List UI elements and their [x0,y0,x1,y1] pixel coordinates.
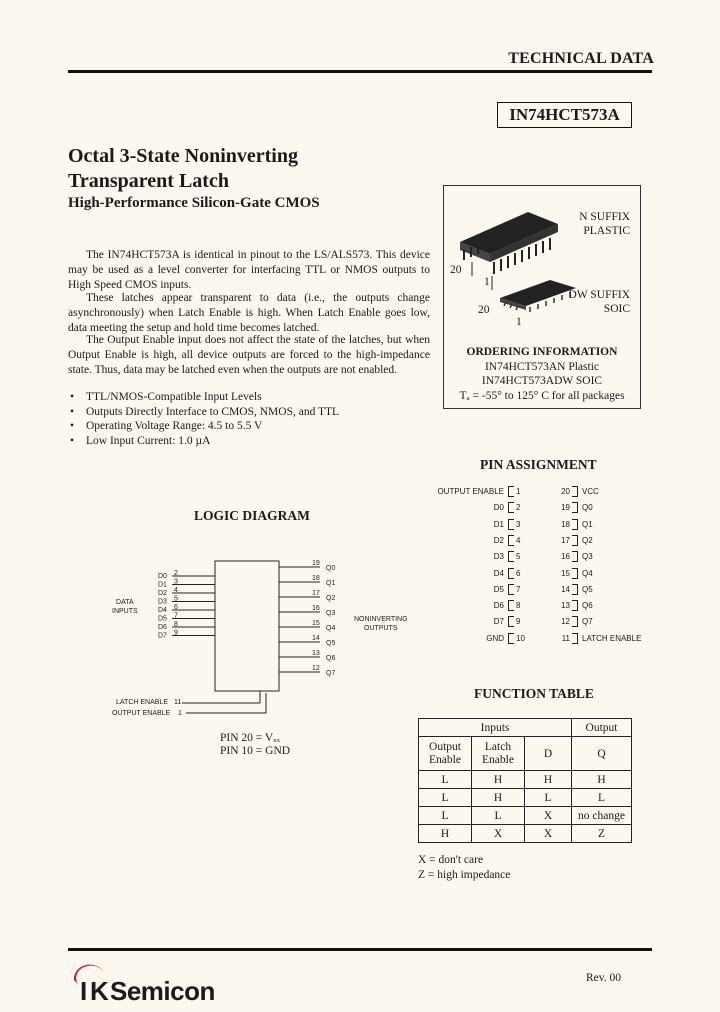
input-pin: 6 [174,604,178,611]
input-pin: 7 [174,612,178,620]
logo-text: Semicon [110,976,215,1006]
cell: L [572,789,632,807]
pin-left-number: 4 [516,535,521,545]
output-label: Q2 [326,595,336,602]
outputs-word: OUTPUTS [364,625,398,632]
pin-left-name: D0 [493,503,504,513]
output-pin: 16 [312,605,320,612]
output-label: Q0 [326,565,336,572]
header-rule [68,70,652,73]
table-row [419,789,632,807]
cell: H [419,825,472,843]
pin-left-number: 10 [516,633,525,643]
pin-right-number: 17 [561,535,570,545]
cell: L [419,807,472,825]
power-pins [220,732,290,758]
feature-item: • Operating Voltage Range: 4.5 to 5.5 V [70,419,339,434]
function-table [418,718,632,843]
ordering-line-1: IN74HCT573AN Plastic [484,360,600,373]
pin-right-name: Q0 [582,503,593,513]
pin-right-name: Q7 [582,617,593,627]
cell: H [572,771,632,789]
title-line2: Transparent Latch [68,170,229,192]
dw-suffix: DW SUFFIX [568,289,630,301]
input-label: D4 [158,607,167,614]
pin-right-lead [572,502,578,513]
pin-right-number: 15 [561,568,570,578]
table-notes [418,853,510,882]
pin-right-number: 12 [561,617,570,627]
output-header: Output [572,719,632,737]
pin-right-name: VCC [582,487,599,496]
pin-left-name: OUTPUT ENABLE [437,487,504,496]
ordering-info [444,345,640,403]
pin-left-lead [508,535,514,546]
input-label: D0 [158,573,167,580]
output-label: Q6 [326,655,336,662]
input-label: D2 [158,590,167,597]
outputs-label [354,615,408,633]
pin-left-name: D1 [493,519,504,529]
cell: H [472,771,525,789]
pin-right-number: 14 [561,584,570,594]
cell: H [525,771,572,789]
cell: L [472,807,525,825]
output-enable-label: OUTPUT ENABLE [112,710,171,717]
pin-left-name: D7 [493,617,504,627]
data-inputs-label [112,598,138,616]
note-high-z: Z = high impedance [418,868,511,881]
output-label: Q1 [326,580,336,587]
pin-left-lead [508,502,514,513]
input-pin: 3 [174,578,178,586]
logo-letter-i: I [80,976,87,1006]
pin-left-lead [508,600,514,611]
page-subtitle: High-Performance Silicon-Gate CMOS [68,195,320,211]
pin-left-name: D3 [493,552,504,562]
cell: X [525,825,572,843]
pin-right-number: 11 [561,633,570,643]
pin-left-name: D4 [493,568,504,578]
feature-item: • TTL/NMOS-Compatible Input Levels [70,390,339,405]
title-line1: Octal 3-State Noninverting [68,145,298,167]
input-label: D3 [158,598,167,606]
table-row [419,807,632,825]
pin-left-number: 9 [516,617,521,627]
noninverting-label: NONINVERTING [354,616,408,623]
pin-right-lead [572,600,578,611]
pin-right-lead [572,486,578,497]
pin-left-number: 8 [516,601,521,611]
input-pin: 4 [174,587,178,594]
cell: X [525,807,572,825]
pin-right-name: Q1 [582,519,593,529]
cell: X [472,825,525,843]
inputs-header: Inputs [419,719,572,737]
input-label: D5 [158,615,167,623]
function-table-title: FUNCTION TABLE [474,686,594,701]
n-type: PLASTIC [583,225,630,237]
footer-rule [68,948,652,951]
n-suffix: N SUFFIX [579,211,630,223]
pin-left-name: D5 [493,584,504,594]
description-para-3: The Output Enable input does not affect the state of the latches, but when Output Enable is high, all device outputs are forced to the high-impedance state. Thus, data may be latched even when the outputs are not enabled. [68,334,430,376]
temp-range: Tₐ = -55° to 125° C for all packages [459,389,625,402]
data-label: DATA [116,599,134,606]
pin-right-lead [572,584,578,595]
output-pin: 18 [312,575,320,582]
feature-item: • Outputs Directly Interface to CMOS, NMOS, and TTL [70,405,339,420]
soic-pin1-label: 1 [516,316,522,328]
pin-assignment-diagram [437,484,642,654]
pin-left-number: 7 [516,584,521,594]
pin-left-lead [508,584,514,595]
n-suffix-label [579,210,630,238]
company-logo [70,962,270,1006]
dip-pin1-label: 1 [484,276,490,288]
output-label: Q7 [326,670,336,677]
soic-pin20-label: 20 [478,304,490,316]
pin-right-number: 16 [561,552,570,562]
input-pin: 2 [174,570,178,577]
output-pin: 13 [312,650,320,657]
input-label: D6 [158,624,167,631]
pin-left-lead [508,568,514,579]
features-list [70,390,339,449]
input-label: D1 [158,581,167,589]
pin-right-name: LATCH ENABLE [582,633,642,643]
pin-left-lead [508,616,514,627]
output-label: Q3 [326,610,336,617]
pin-right-lead [572,616,578,627]
pin-right-lead [572,519,578,530]
pin-right-number: 19 [561,503,570,513]
inputs-label: INPUTS [112,608,138,615]
pin20-vcc: PIN 20 = Vₓₓ [220,732,280,744]
logic-diagram-title: LOGIC DIAGRAM [194,508,310,523]
cell: L [419,789,472,807]
pin-left-lead [508,551,514,562]
description-para-1: The IN74HCT573A is identical in pinout to the LS/ALS573. This device may be used as a level converter for interfacing TTL or NMOS outputs to High Speed CMOS inputs. [68,249,430,291]
pin-right-number: 13 [561,601,570,611]
pin-left-name: GND [486,633,504,643]
pin-left-number: 1 [516,487,521,496]
pin-left-lead [508,486,514,497]
pin-assignment-title: PIN ASSIGNMENT [480,457,597,472]
input-pin: 9 [174,629,178,637]
logo-letter-k: K [90,976,109,1006]
latch-enable-label: LATCH ENABLE [116,699,168,706]
cell: H [472,789,525,807]
dip-pin20-label: 20 [450,264,462,276]
revision: Rev. 00 [586,972,622,984]
header-label: TECHNICAL DATA [508,50,654,67]
pin10-gnd: PIN 10 = GND [220,745,291,757]
input-pin: 8 [174,621,178,628]
col-q: Q [572,737,632,771]
ordering-title: ORDERING INFORMATION [466,346,618,358]
page-title [68,144,298,194]
input-label: D7 [158,632,167,640]
cell: L [419,771,472,789]
feature-item: • Low Input Current: 1.0 µA [70,434,339,449]
input-pin: 5 [174,595,178,603]
output-label: Q5 [326,640,336,647]
dw-type: SOIC [603,303,630,315]
pin-right-name: Q6 [582,601,593,611]
cell: no change [572,807,632,825]
pin-left-number: 3 [516,519,521,529]
note-dont-care: X = don't care [418,854,484,866]
package-box [443,185,641,409]
pin-right-name: Q2 [582,535,593,545]
part-number: IN74HCT573A [497,102,632,128]
cell: L [525,789,572,807]
pin-right-name: Q4 [582,568,593,578]
pin-left-lead [508,633,514,644]
col-d: D [525,737,572,771]
pin-left-number: 5 [516,552,521,562]
pin-left-name: D6 [493,601,504,611]
output-pin: 19 [312,560,320,567]
description-para-2: These latches appear transparent to data (i.e., the outputs change asynchronously) when Latch Enable is high. When Latch Enable goes low, data meeting the setup and hold time becomes latched. [68,292,430,334]
latch-enable-pin: 11 [174,699,182,706]
pin-right-number: 18 [561,519,570,529]
table-row [419,771,632,789]
pin-left-lead [508,519,514,530]
output-enable-pin: 1 [178,710,182,717]
col-output-enable: Output Enable [419,737,472,771]
col-latch-enable: Latch Enable [472,737,525,771]
output-pin: 14 [312,635,320,642]
ordering-line-2: IN74HCT573ADW SOIC [481,375,603,387]
output-pin: 15 [312,620,320,627]
pin-right-lead [572,633,578,644]
output-pin: 12 [312,665,320,672]
output-label: Q4 [326,625,336,632]
pin-right-lead [572,535,578,546]
table-row [419,825,632,843]
pin-left-name: D2 [493,535,504,545]
output-pin: 17 [312,590,320,597]
dw-suffix-label [569,288,630,316]
cell: Z [572,825,632,843]
pin-right-name: Q3 [582,552,593,562]
pin-right-lead [572,551,578,562]
pin-left-number: 2 [516,503,521,513]
pin-right-number: 20 [561,487,570,496]
pin-right-lead [572,568,578,579]
pin-right-name: Q5 [582,584,593,594]
pin-left-number: 6 [516,568,521,578]
